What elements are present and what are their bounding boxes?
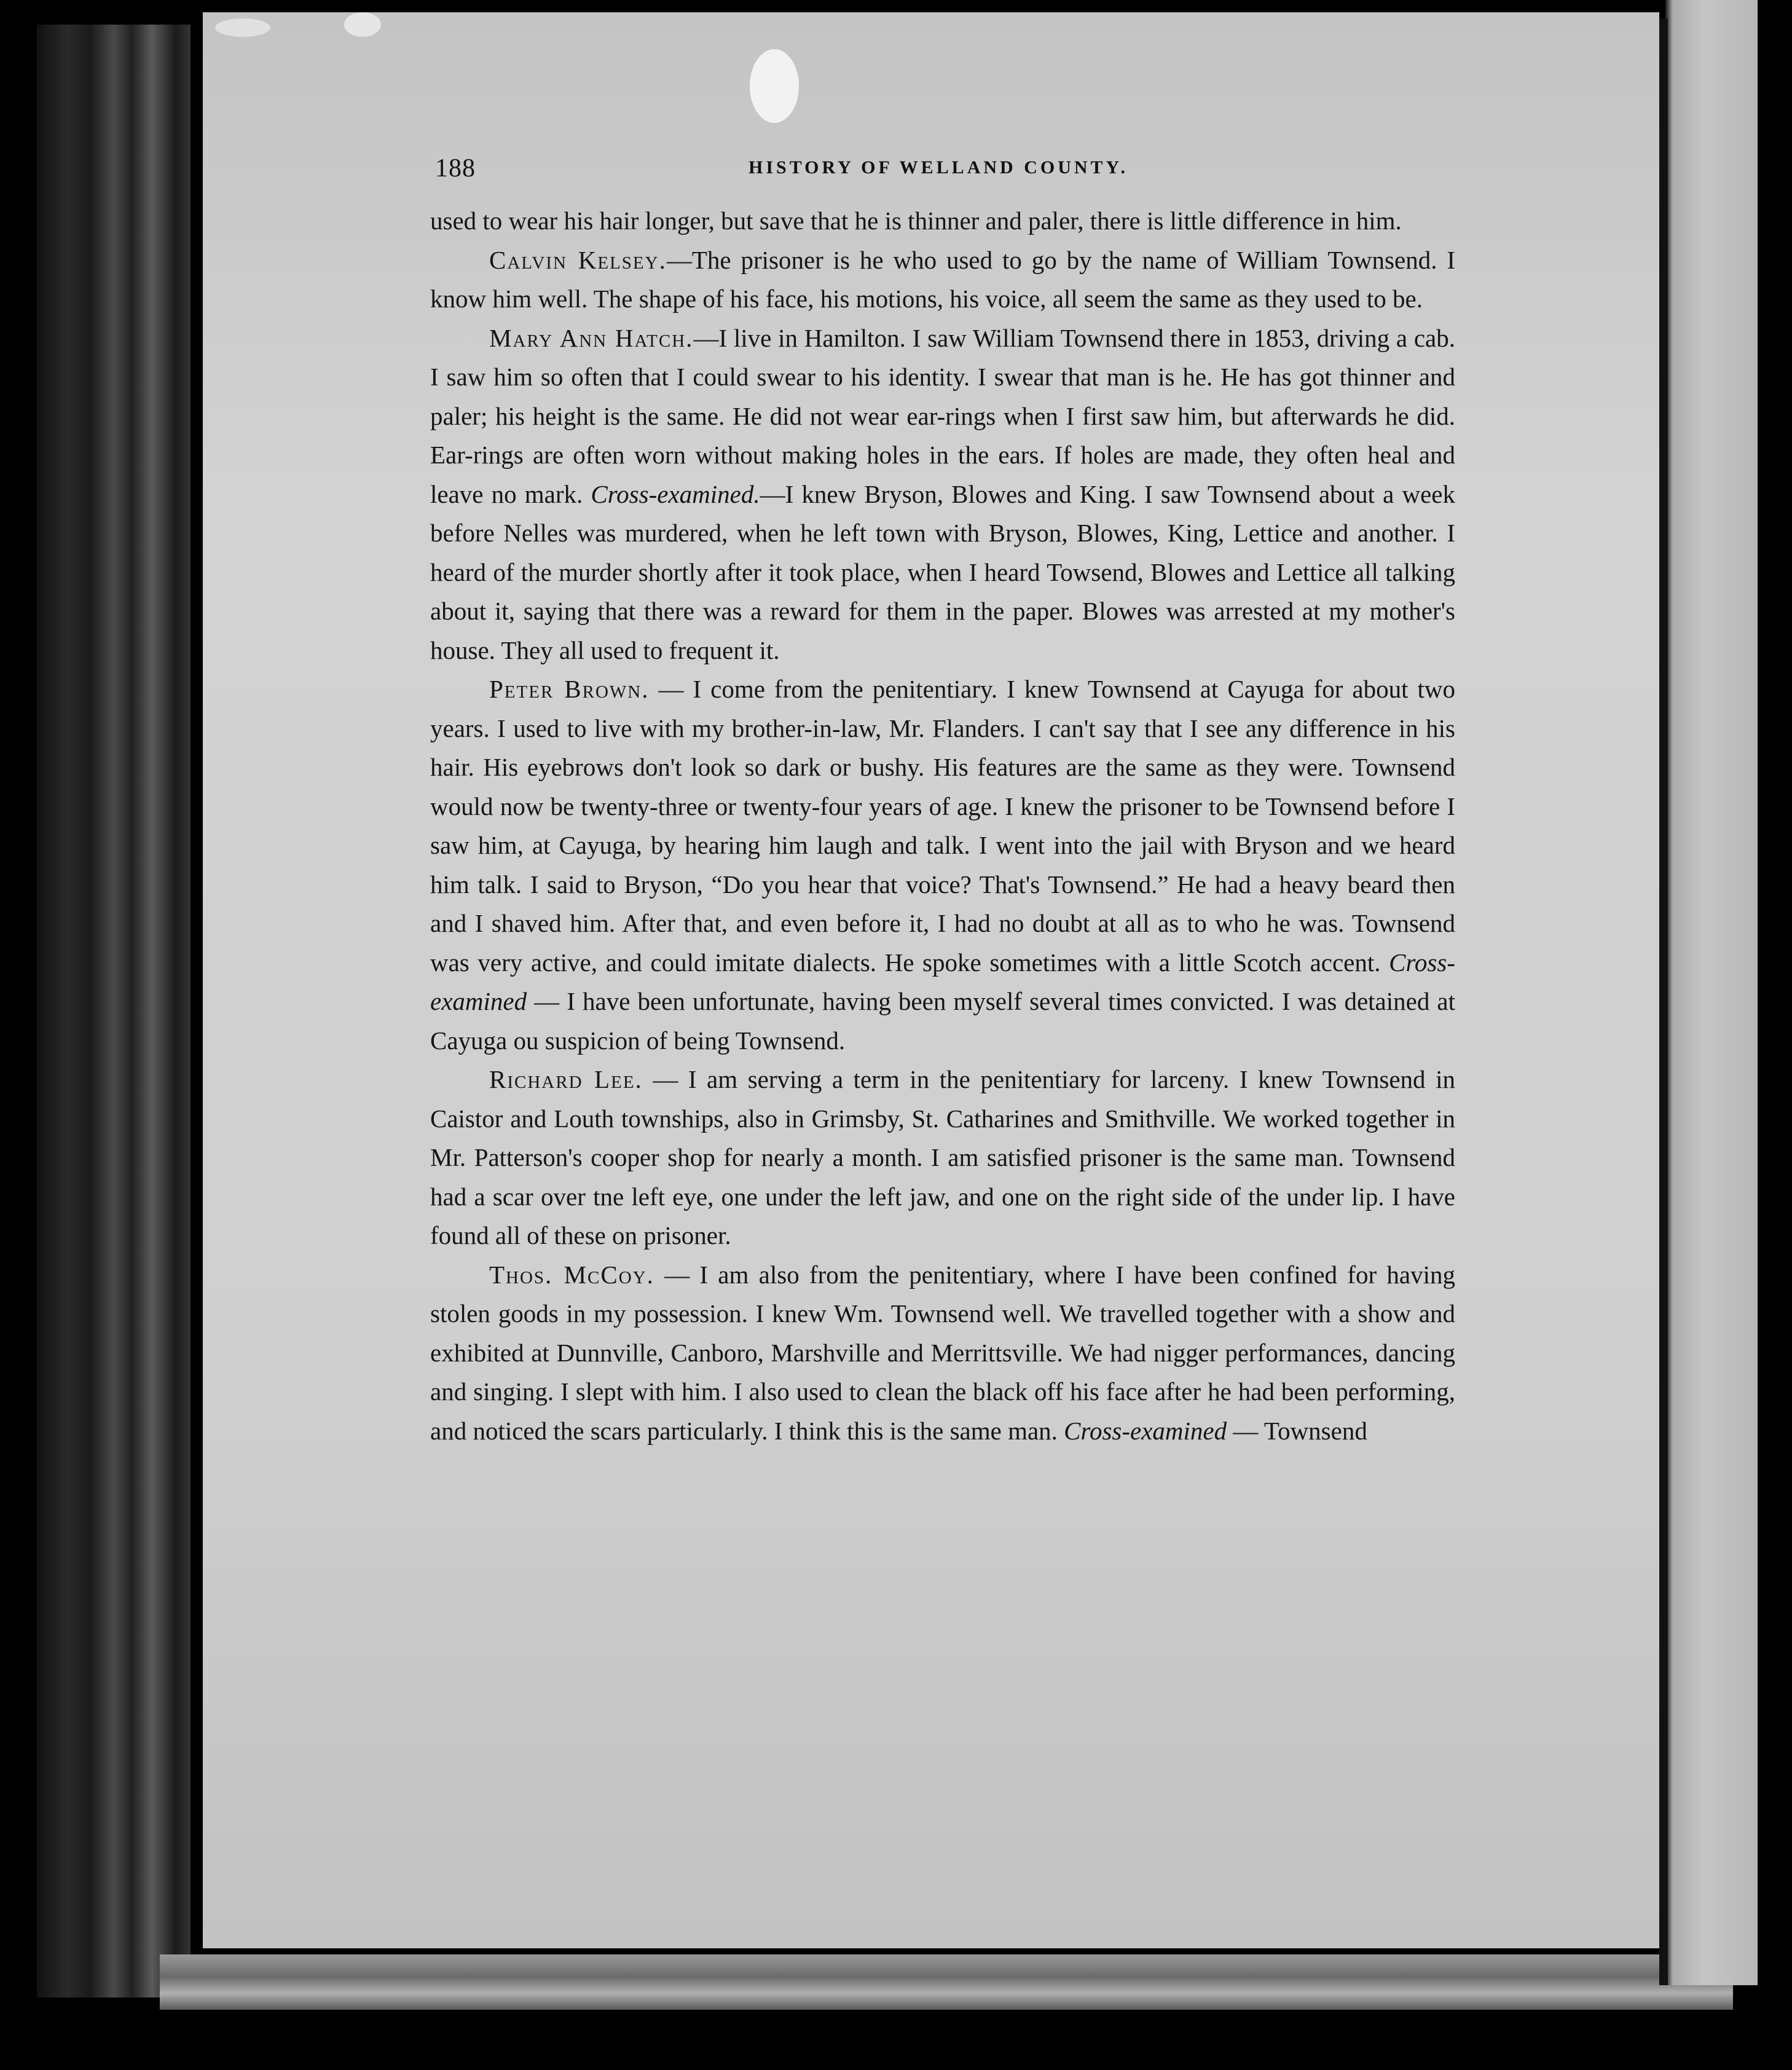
testimony-text: — Townsend	[1227, 1416, 1367, 1445]
speaker-name: Richard Lee.	[489, 1065, 643, 1093]
speaker-name: Thos. McCoy.	[489, 1260, 654, 1289]
testimony-text: — I come from the penitentiary. I knew Townsend at Cayuga for about two years. I used to live with my brother-in-law, Mr. Flanders. I can't say that I see any difference in his hair. His eyebrows don't look so dark or bushy. His features are the same as they were. Townsend would now be twenty-three or twenty-four years of age. I knew the prisoner to be Townsend before I saw him, at Cayuga, by hearing him laugh and talk. I went into the jail with Bryson and we heard him talk. I said to Bryson, “Do you hear that voice? That's Townsend.” He had a heavy beard then and I shaved him. After that, and even before it, I had no doubt at all as to who he was. Townsend was very active, and could imitate dialects. He spoke sometimes with a little Scotch accent.	[430, 675, 1455, 977]
book-bottom-edge	[160, 1954, 1733, 2010]
testimony-text: —The prisoner is he who used to go by the name of William Townsend. I know him well. The shape of his face, his motions, his voice, all seem the same as they used to be.	[430, 245, 1455, 313]
binding-line	[1659, 18, 1668, 1985]
page-number: 188	[435, 154, 476, 183]
running-head: HISTORY OF WELLAND COUNTY.	[749, 157, 1128, 178]
book-page-edges	[37, 25, 191, 1997]
testimony-mary-ann-hatch	[430, 319, 1455, 671]
paper-blemish	[344, 12, 381, 37]
testimony-text: — I am serving a term in the penitentiary for larceny. I knew Townsend in Caistor and Louth townships, also in Grimsby, St. Catharines and Smithville. We worked together in Mr. Patterson's cooper shop for nearly a month. I am satisfied prisoner is the same man. Townsend had a scar over tne left eye, one under the left jaw, and one on the right side of the under lip. I have found all of these on prisoner.	[430, 1065, 1455, 1249]
speaker-name: Calvin Kelsey.	[489, 245, 667, 274]
facing-page-strip	[1665, 0, 1758, 1985]
text-body	[430, 202, 1455, 1450]
paragraph-text: used to wear his hair longer, but save that he is thinner and paler, there is little difference in him.	[430, 207, 1402, 235]
testimony-calvin-kelsey	[430, 241, 1455, 319]
cross-examined-label: Cross-examined	[1064, 1416, 1227, 1445]
testimony-richard-lee	[430, 1060, 1455, 1256]
page-header	[435, 154, 1148, 191]
speaker-name: Peter Brown.	[489, 675, 650, 703]
testimony-text: — I have been unfortunate, having been myself several times convicted. I was detained at Cayuga ou suspicion of being Townsend.	[430, 987, 1455, 1055]
cross-examined-label: Cross-examined.	[591, 479, 760, 508]
testimony-text: — I am also from the penitentiary, where I have been confined for having stolen goods in my possession. I knew Wm. Townsend well. We travelled together with a show and exhibited at Dunnville, Canboro, Marshville and Merrittsville. We had nigger performances, dancing and singing. I slept with him. I also used to clean the black off his face after he had been performing, and noticed the scars particularly. I think this is the same man.	[430, 1260, 1455, 1445]
paper-blemish	[215, 18, 270, 37]
testimony-peter-brown	[430, 670, 1455, 1060]
paragraph-continuation	[430, 202, 1455, 241]
paper-blemish	[750, 49, 799, 123]
testimony-text: —I knew Bryson, Blowes and King. I saw Townsend about a week before Nelles was murdered, when he left town with Bryson, Blowes, King, Lettice and another. I heard of the murder shortly after it took place, when I heard Towsend, Blowes and Lettice all talking about it, saying that there was a reward for them in the paper. Blowes was arrested at my mother's house. They all used to frequent it.	[430, 479, 1456, 664]
testimony-text: —I live in Hamilton. I saw William Townsend there in 1853, driving a cab. I saw him so often that I could swear to his identity. I swear that man is he. He has got thinner and paler; his height is the same. He did not wear ear-rings when I first saw him, but afterwards he did. Ear-rings are often worn without making holes in the ears. If holes are made, they often heal and leave no mark.	[430, 323, 1455, 508]
speaker-name: Mary Ann Hatch.	[489, 323, 694, 352]
testimony-thos-mccoy	[430, 1256, 1455, 1451]
cross-examined-label: Cross-examined	[430, 948, 1456, 1015]
